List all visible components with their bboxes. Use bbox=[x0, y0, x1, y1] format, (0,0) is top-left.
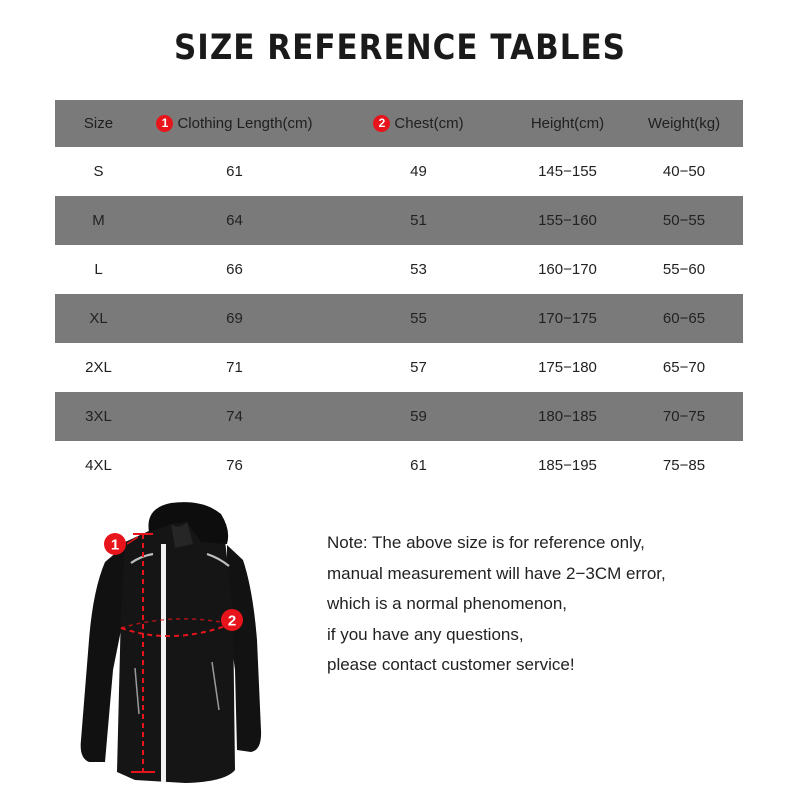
note-line: please contact customer service! bbox=[327, 655, 575, 674]
length-cell: 69 bbox=[226, 310, 243, 327]
length-cell: 71 bbox=[226, 359, 243, 376]
height-cell: 155−160 bbox=[538, 212, 597, 229]
table-row bbox=[55, 343, 743, 392]
height-cell: 170−175 bbox=[538, 310, 597, 327]
chest-cell: 53 bbox=[410, 261, 427, 278]
page-title: SIZE REFERENCE TABLES bbox=[173, 27, 627, 69]
chest-cell: 57 bbox=[410, 359, 427, 376]
note-line: which is a normal phenomenon, bbox=[327, 594, 568, 613]
size-cell: 2XL bbox=[85, 359, 112, 376]
weight-cell: 60−65 bbox=[662, 310, 706, 327]
length-cell: 66 bbox=[226, 261, 243, 278]
header-chest: 2 Chest(cm) bbox=[327, 100, 510, 147]
size-cell: XL bbox=[89, 310, 108, 327]
weight-cell: 65−70 bbox=[662, 359, 706, 376]
table-row bbox=[55, 196, 743, 245]
marker-2-icon bbox=[221, 609, 243, 631]
header-height: Height(cm) bbox=[530, 115, 605, 132]
weight-cell: 70−75 bbox=[662, 408, 706, 425]
note-line: Note: The above size is for reference only, bbox=[327, 533, 645, 552]
length-cell: 61 bbox=[226, 163, 243, 180]
zipper bbox=[161, 544, 166, 782]
header-clothing-length: 1 Clothing Length(cm) bbox=[142, 100, 327, 147]
table-row bbox=[55, 294, 743, 343]
note-line: if you have any questions, bbox=[327, 624, 524, 644]
marker-badge-2: 2 bbox=[373, 115, 390, 132]
height-cell: 175−180 bbox=[538, 359, 597, 376]
weight-cell: 40−50 bbox=[662, 163, 706, 180]
size-cell: 3XL bbox=[85, 408, 112, 425]
svg-text:1: 1 bbox=[110, 536, 120, 554]
table-row bbox=[55, 392, 743, 441]
chest-cell: 61 bbox=[410, 457, 427, 474]
table-row bbox=[55, 147, 743, 196]
jacket-measurement-diagram bbox=[75, 500, 320, 790]
header-size: Size bbox=[83, 115, 114, 132]
table-row bbox=[55, 245, 743, 294]
height-cell: 180−185 bbox=[538, 408, 597, 425]
height-cell: 160−170 bbox=[538, 261, 597, 278]
size-note bbox=[327, 528, 767, 681]
height-cell: 185−195 bbox=[538, 457, 597, 474]
length-cell: 74 bbox=[226, 408, 243, 425]
header-weight: Weight(kg) bbox=[647, 115, 721, 132]
size-cell: M bbox=[92, 212, 105, 229]
size-table bbox=[55, 100, 743, 490]
weight-cell: 50−55 bbox=[662, 212, 706, 229]
marker-badge-1: 1 bbox=[156, 115, 173, 132]
chest-cell: 59 bbox=[410, 408, 427, 425]
size-cell: L bbox=[94, 261, 103, 278]
table-row bbox=[55, 441, 743, 490]
size-cell: 4XL bbox=[85, 457, 112, 474]
note-line: manual measurement will have 2−3CM error, bbox=[327, 563, 666, 583]
svg-text:2: 2 bbox=[227, 612, 237, 630]
length-cell: 76 bbox=[226, 457, 243, 474]
chest-cell: 51 bbox=[410, 212, 427, 229]
chest-cell: 55 bbox=[410, 310, 427, 327]
size-cell: S bbox=[93, 163, 104, 180]
height-cell: 145−155 bbox=[538, 163, 597, 180]
chest-cell: 49 bbox=[410, 163, 427, 180]
table-header-row bbox=[55, 100, 743, 147]
length-cell: 64 bbox=[226, 212, 243, 229]
marker-1-icon bbox=[104, 533, 126, 555]
weight-cell: 55−60 bbox=[662, 261, 706, 278]
weight-cell: 75−85 bbox=[662, 457, 706, 474]
